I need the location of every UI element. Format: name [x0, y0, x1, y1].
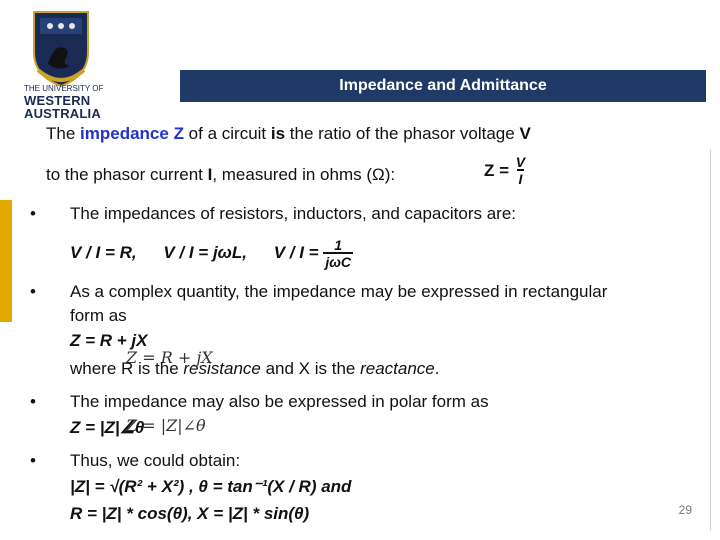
capacitor-fraction: [323, 238, 353, 269]
text: to the phasor current: [46, 165, 208, 184]
text: and X is the: [260, 359, 361, 378]
reactance-term: reactance: [360, 359, 435, 378]
bullet: •: [30, 204, 36, 223]
logo-line-2: WESTERN: [24, 93, 91, 108]
component-formula: R = |Z| * cos(θ), X = |Z| * sin(θ): [70, 504, 310, 523]
denominator: I: [518, 171, 523, 187]
numerator: V: [515, 154, 526, 170]
inductor-formula: V / I = jωL,: [163, 242, 247, 262]
page-number: 29: [678, 503, 692, 517]
text: where R is the: [70, 359, 184, 378]
university-logo-text: [24, 84, 104, 120]
element-impedances: [70, 238, 353, 269]
capacitor-formula: V / I =: [273, 242, 319, 262]
bullet-2-line-1: As a complex quantity, the impedance may be expressed in rectangular: [70, 282, 608, 301]
rectangular-form: Z = R + jX: [70, 331, 148, 350]
text: , measured in ohms (Ω):: [212, 165, 396, 184]
bullet-4-text: Thus, we could obtain:: [70, 451, 241, 470]
slide-title: Impedance and Admittance: [180, 70, 706, 102]
impedance-term: impedance Z: [80, 124, 184, 143]
text: the ratio of the phasor voltage: [285, 124, 520, 143]
bullet: •: [30, 451, 36, 470]
rectangular-form-overlay: Z = R + jX: [126, 348, 213, 367]
resistor-formula: V / I = R,: [70, 242, 137, 262]
intro-line-1: [46, 123, 531, 144]
magnitude-angle-formula: |Z| = √(R² + X²) , θ = tan⁻¹(X / R) and: [70, 477, 352, 496]
logo-line-3: AUSTRALIA: [24, 106, 101, 121]
bullet-1-text: The impedances of resistors, inductors, and capacitors are:: [70, 204, 516, 223]
bullet-3-text: The impedance may also be expressed in polar form as: [70, 392, 489, 411]
intro-line-2: [46, 164, 395, 185]
numerator: 1: [334, 237, 343, 253]
resistance-term: resistance: [183, 359, 261, 378]
symbol-i: I: [207, 165, 213, 184]
text: .: [434, 359, 440, 378]
polar-form-overlay: Z = |Z|∠θ: [126, 416, 206, 435]
bullet: •: [30, 282, 36, 301]
bullet: •: [30, 392, 36, 411]
bullet-2-line-2: form as: [70, 306, 127, 325]
polar-form: Z = |Z|∠θ: [70, 418, 145, 437]
impedance-definition: [484, 155, 527, 186]
text: The: [46, 124, 81, 143]
symbol-v: V: [519, 124, 531, 143]
v-over-i-fraction: [514, 155, 527, 186]
where-line: [70, 358, 440, 379]
z-equals: Z =: [484, 161, 510, 180]
denominator: jωC: [325, 254, 352, 270]
logo-line-1: THE UNIVERSITY OF: [24, 84, 104, 93]
text: of a circuit: [183, 124, 271, 143]
divider: [710, 150, 711, 530]
text: is: [270, 124, 286, 143]
accent-bar: [0, 200, 12, 322]
